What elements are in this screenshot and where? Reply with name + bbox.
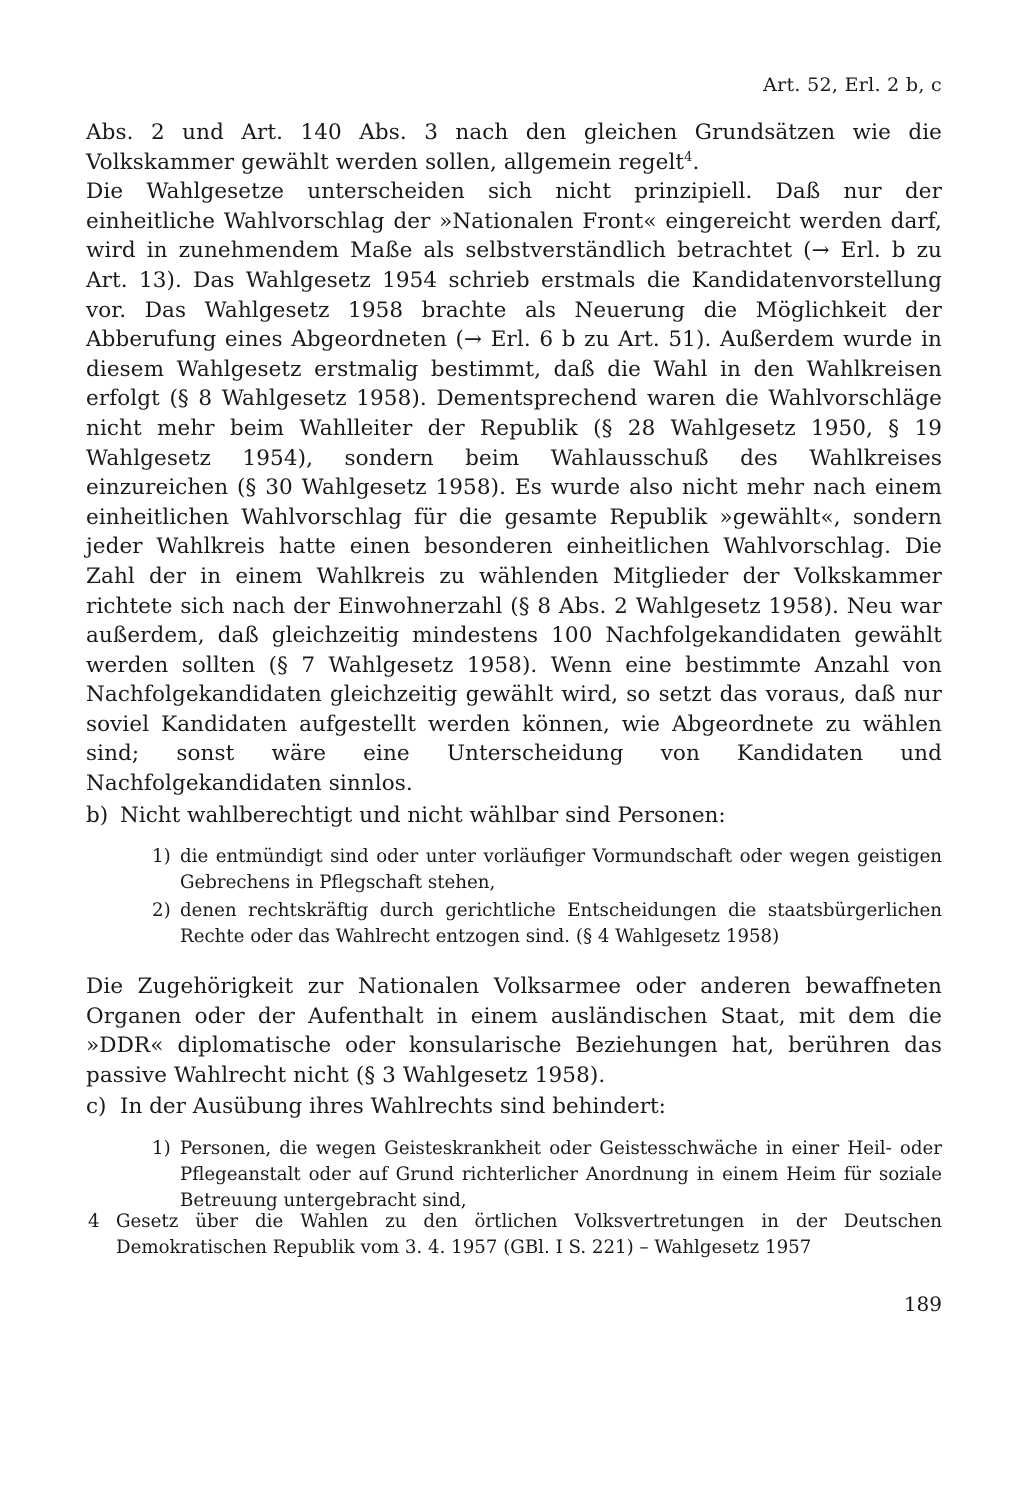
- section-c-list: [86, 1136, 942, 1215]
- page-number: 189: [903, 1292, 942, 1316]
- body-text: [86, 118, 942, 1216]
- list-item: [152, 898, 942, 950]
- list-item-number: 1): [152, 846, 171, 868]
- paragraph-continuation: [86, 118, 942, 177]
- section-c-marker: c): [86, 1094, 107, 1120]
- section-b-list: [86, 844, 942, 950]
- section-b-marker: b): [86, 802, 109, 828]
- footnote-number: 4: [88, 1211, 100, 1232]
- list-item-text: die entmündigt sind oder unter vorläufiger Vormundschaft oder wegen geistigen Gebrechens in Pflegschaft stehen,: [180, 846, 942, 894]
- list-item-number: 2): [152, 899, 171, 921]
- list-item: [152, 1136, 942, 1215]
- paragraph-continuation-text: Abs. 2 und Art. 140 Abs. 3 nach den gleichen Grundsätzen wie die Volkskammer gewählt werden sollen, allgemein regelt: [86, 120, 942, 175]
- footnote: [88, 1209, 942, 1261]
- section-b-heading: [86, 801, 942, 831]
- list-item-text: denen rechtskräftig durch gerichtliche Entscheidungen die staatsbürgerlichen Rechte oder das Wahlrecht entzogen sind. (§ 4 Wahlgesetz 1958): [180, 899, 942, 947]
- footnote-reference[interactable]: 4: [684, 149, 693, 165]
- section-b-heading-text: Nicht wahlberechtigt und nicht wählbar sind Personen:: [120, 802, 726, 828]
- paragraph-wahlgesetze: Die Wahlgesetze unterscheiden sich nicht prinzipiell. Daß nur der einheitliche Wahlvorschlag der »Nationalen Front« eingereicht werden darf, wird in zunehmendem Maße als selbstverständlich betrachtet (→ Erl. b zu Art. 13). Das Wahlgesetz 1954 schrieb erstmals die Kandidatenvorstellung vor. Das Wahlgesetz 1958 brachte als Neuerung die Möglichkeit der Abberufung eines Abgeordneten (→ Erl. 6 b zu Art. 51). Außerdem wurde in diesem Wahlgesetz erstmalig bestimmt, daß die Wahl in den Wahlkreisen erfolgt (§ 8 Wahlgesetz 1958). Dementsprechend waren die Wahlvorschläge nicht mehr beim Wahlleiter der Republik (§ 28 Wahlgesetz 1950, § 19 Wahlgesetz 1954), sondern beim Wahlausschuß des Wahlkreises einzureichen (§ 30 Wahlgesetz 1958). Es wurde also nicht mehr nach einem einheitlichen Wahlvorschlag für die gesamte Republik »gewählt«, sondern jeder Wahlkreis hatte einen besonderen einheitlichen Wahlvorschlag. Die Zahl der in einem Wahlkreis zu wählenden Mitglieder der Volkskammer richtete sich nach der Einwohnerzahl (§ 8 Abs. 2 Wahlgesetz 1958). Neu war außerdem, daß gleichzeitig mindestens 100 Nachfolgekandidaten gewählt werden sollten (§ 7 Wahlgesetz 1958). Wenn eine bestimmte Anzahl von Nachfolgekandidaten gleichzeitig gewählt wird, so setzt das voraus, daß nur soviel Kandidaten aufgestellt werden können, wie Abgeordnete zu wählen sind; sonst wäre eine Unterscheidung von Kandidaten und Nachfolgekandidaten sinnlos.: [86, 179, 942, 797]
- section-c-heading-text: In der Ausübung ihres Wahlrechts sind behindert:: [120, 1094, 666, 1120]
- list-item: [152, 844, 942, 896]
- list-item-text: Personen, die wegen Geisteskrankheit oder Geistesschwäche in einer Heil- oder Pflegeanstalt oder auf Grund richterlicher Anordnung in einem Heim für soziale Betreuung untergebracht sind,: [180, 1138, 942, 1212]
- footnote-reference-tail: .: [692, 149, 700, 175]
- footnote-text: Gesetz über die Wahlen zu den örtlichen Volksvertretungen in der Deutschen Demokratischen Republik vom 3. 4. 1957 (GBl. I S. 221) – Wahlgesetz 1957: [116, 1211, 942, 1259]
- list-item-number: 1): [152, 1138, 171, 1160]
- running-head: Art. 52, Erl. 2 b, c: [763, 74, 942, 96]
- paragraph-zugehoerigkeit: Die Zugehörigkeit zur Nationalen Volksarmee oder anderen bewaffneten Organen oder der Aufenthalt in einem ausländischen Staat, mit dem die »DDR« diplomatische oder konsularische Beziehungen hat, berühren das passive Wahlrecht nicht (§ 3 Wahlgesetz 1958).: [86, 974, 942, 1088]
- section-c-heading: [86, 1092, 942, 1122]
